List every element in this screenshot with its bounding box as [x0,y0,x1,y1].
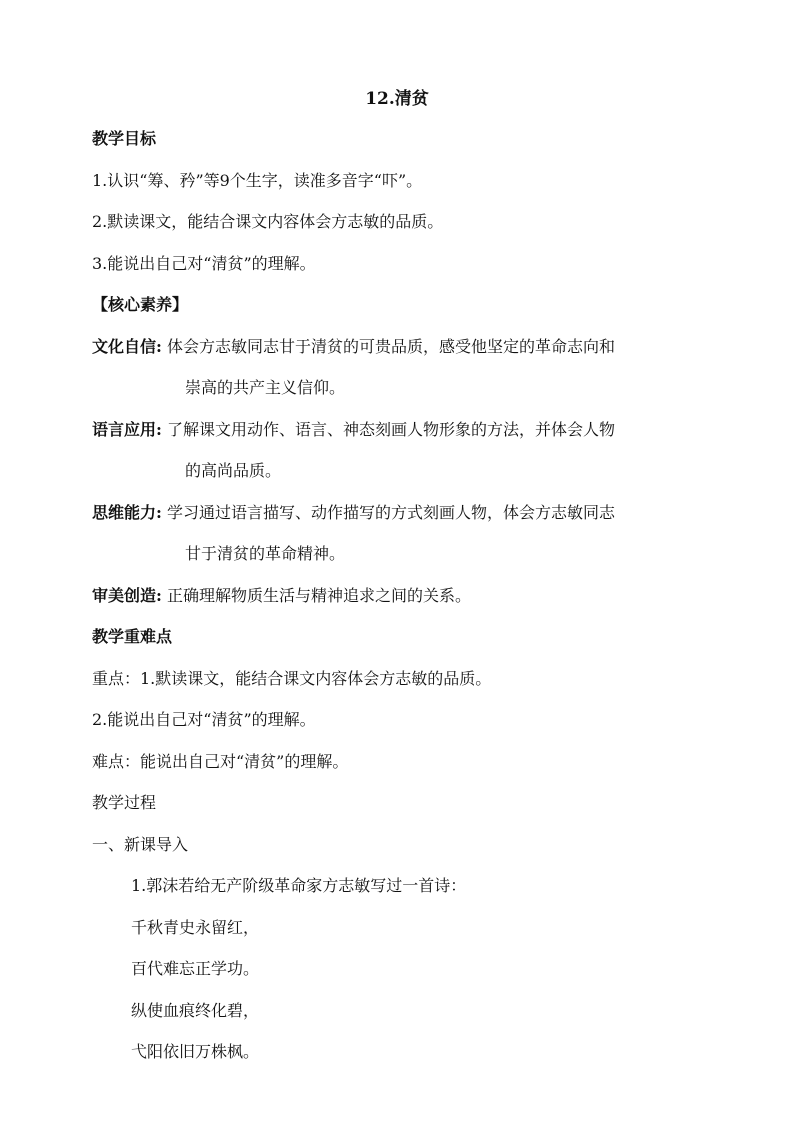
document-title: 12.清贫 [365,89,429,109]
literacy-text: 学习通过语言描写、动作描写的方式刻画人物，体会方志敏同志 [167,503,616,522]
poem-line-1: 千秋青史永留红， [131,918,260,937]
literacy-item-language [92,419,615,441]
section-heading-intro: 一、新课导入 [92,835,189,854]
keypoint-2: 2.能说出自己对“清贫”的理解。 [92,710,316,729]
objective-item-1: 1.认识“筹、矜”等9个生字，读准多音字“吓”。 [92,171,423,190]
literacy-term: 思维能力: [92,503,162,522]
literacy-item-thinking [92,502,615,524]
literacy-item-thinking-cont: 甘于清贫的革命精神。 [185,544,346,563]
literacy-term: 语言应用: [92,420,162,439]
poem-line-4: 弋阳依旧万株枫。 [131,1042,260,1061]
literacy-term: 文化自信: [92,337,162,356]
literacy-item-aesthetic [92,585,471,607]
literacy-text: 正确理解物质生活与精神追求之间的关系。 [167,586,472,605]
poem-line-2: 百代难忘正学功。 [131,959,260,978]
objective-item-2: 2.默读课文，能结合课文内容体会方志敏的品质。 [92,212,444,231]
literacy-heading: 【核心素养】 [92,295,189,314]
poem-line-3: 纵使血痕终化碧， [131,1001,260,1020]
keypoints-heading: 教学重难点 [92,627,173,646]
objective-item-3: 3.能说出自己对“清贫”的理解。 [92,254,316,273]
literacy-text: 了解课文用动作、语言、神态刻画人物形象的方法，并体会人物 [167,420,616,439]
intro-paragraph: 1.郭沫若给无产阶级革命家方志敏写过一首诗： [131,876,467,895]
process-heading: 教学过程 [92,793,157,812]
literacy-text: 体会方志敏同志甘于清贫的可贵品质，感受他坚定的革命志向和 [167,337,616,356]
literacy-term: 审美创造: [92,586,162,605]
literacy-item-culture-cont: 崇高的共产主义信仰。 [185,378,346,397]
literacy-item-culture [92,336,615,358]
difficulty-point: 难点：能说出自己对“清贫”的理解。 [92,752,349,771]
literacy-item-language-cont: 的高尚品质。 [185,461,282,480]
keypoint-1: 重点：1.默读课文，能结合课文内容体会方志敏的品质。 [92,669,492,688]
objectives-heading: 教学目标 [92,129,157,148]
